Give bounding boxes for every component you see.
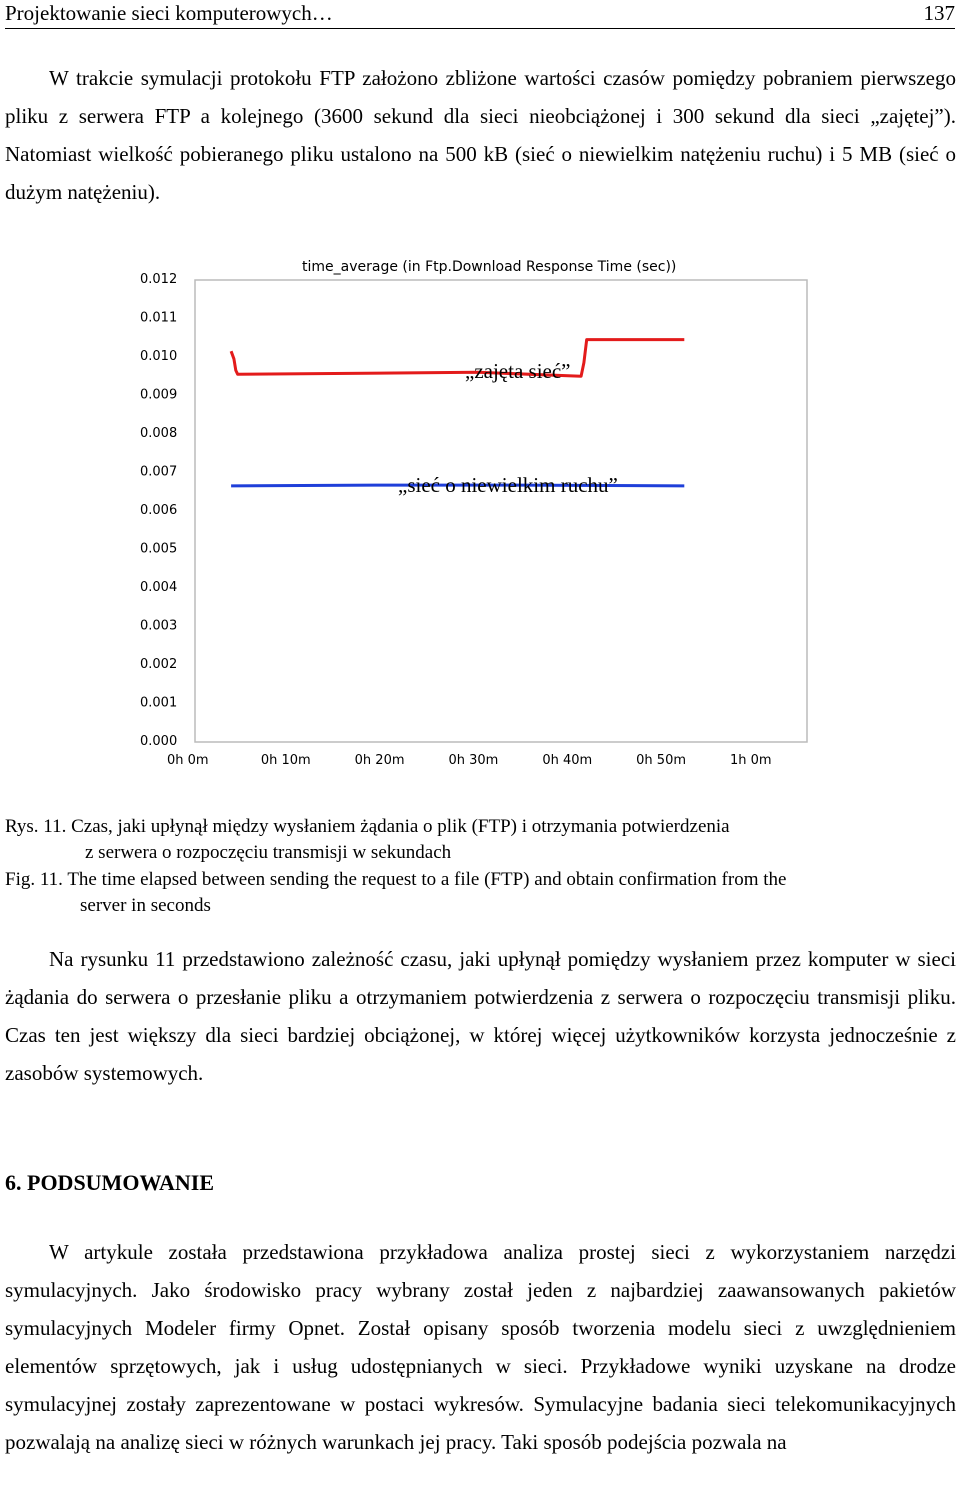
caption-english	[5, 867, 956, 919]
x-tick-label: 0h 10m	[260, 753, 311, 768]
y-tick-label: 0.005	[140, 541, 178, 557]
running-title: Projektowanie sieci komputerowych…	[5, 1, 333, 25]
caption-english-lead: Fig. 11.	[5, 869, 63, 890]
y-tick-label: 0.000	[140, 734, 178, 749]
x-tick-label: 0h 40m	[542, 753, 593, 768]
chart-svg	[130, 250, 830, 780]
paragraph-intro-text: W trakcie symulacji protokołu FTP założono zbliżone wartości czasów pomiędzy pobraniem pierwszego pliku z serwera FTP a kolejnego (3600 sekund dla sieci nieobciążonej i 300 sekund dla sieci „zajętej”). Natomiast wielkość pobieranego pliku ustalono na 500 kB (sieć o niewielkim natężeniu ruchu) i 5 MB (sieć o dużym natężeniu).	[5, 66, 956, 204]
caption-polish	[5, 814, 956, 866]
y-tick-label: 0.012	[140, 272, 178, 287]
x-tick-label: 0h 30m	[448, 753, 499, 768]
response-time-chart	[130, 250, 830, 780]
y-tick-label: 0.011	[140, 310, 178, 326]
y-tick-label: 0.007	[140, 464, 178, 480]
y-axis-ticks	[140, 272, 177, 749]
y-tick-label: 0.004	[140, 580, 178, 595]
x-tick-label: 0h 50m	[636, 753, 687, 768]
y-tick-label: 0.010	[140, 349, 178, 364]
x-tick-label: 0h 0m	[167, 753, 209, 768]
caption-polish-text2: z serwera o rozpoczęciu transmisji w sekundach	[85, 842, 452, 863]
running-header	[5, 0, 955, 29]
paragraph-summary-text: W artykule została przedstawiona przykładowa analiza prostej sieci z wykorzystaniem narzędzi symulacyjnych. Jako środowisko pracy wybrany został jeden z najbardziej zaawansowanych pakietów symulacyjnych Modeler firmy Opnet. Został opisany sposób tworzenia modelu sieci z uwzględnieniem elementów sprzętowych, jak i usług udostępnianych w sieci. Przykładowe wyniki uzyskane na drodze symulacyjnej zostały zaprezentowane w postaci wykresów. Symulacyjne badania sieci telekomunikacyjnych pozwalają na analizę sieci w różnych warunkach jej pracy. Taki sposób podejścia pozwala na	[5, 1240, 956, 1454]
x-tick-label: 1h 0m	[730, 753, 772, 768]
chart-title: time_average (in Ftp.Download Response Time (sec))	[302, 259, 677, 275]
y-tick-label: 0.002	[140, 657, 178, 672]
caption-polish-text1: Czas, jaki upłynął między wysłaniem żądania o plik (FTP) i otrzymania potwierdzenia	[71, 816, 730, 837]
x-tick-label: 0h 20m	[354, 753, 405, 768]
paragraph-analysis	[5, 940, 956, 1092]
y-tick-label: 0.006	[140, 503, 178, 518]
plot-area	[195, 280, 807, 742]
y-tick-label: 0.008	[140, 426, 178, 441]
caption-polish-lead: Rys. 11.	[5, 816, 67, 837]
series-label-light: „sieć o niewielkim ruchu”	[398, 473, 618, 497]
y-tick-label: 0.001	[140, 695, 178, 711]
caption-english-text1: The time elapsed between sending the request to a file (FTP) and obtain confirmation from the	[67, 869, 787, 890]
y-tick-label: 0.009	[140, 387, 178, 403]
paragraph-summary	[5, 1233, 956, 1461]
y-tick-label: 0.003	[140, 618, 178, 634]
section-title: 6. PODSUMOWANIE	[5, 1170, 215, 1195]
series-label-busy: „zajęta sieć”	[465, 359, 571, 383]
page-number: 137	[923, 1, 955, 25]
paragraph-intro	[5, 59, 956, 211]
paragraph-analysis-text: Na rysunku 11 przedstawiono zależność czasu, jaki upłynął pomiędzy wysłaniem przez komputer w sieci żądania do serwera o przesłanie pliku a otrzymaniem potwierdzenia z serwera o rozpoczęciu transmisji pliku. Czas ten jest większy dla sieci bardziej obciążonej, w której więcej użytkowników korzysta jednocześnie z zasobów systemowych.	[5, 947, 956, 1085]
caption-english-text2: server in seconds	[80, 895, 211, 916]
x-axis-ticks	[167, 753, 772, 768]
